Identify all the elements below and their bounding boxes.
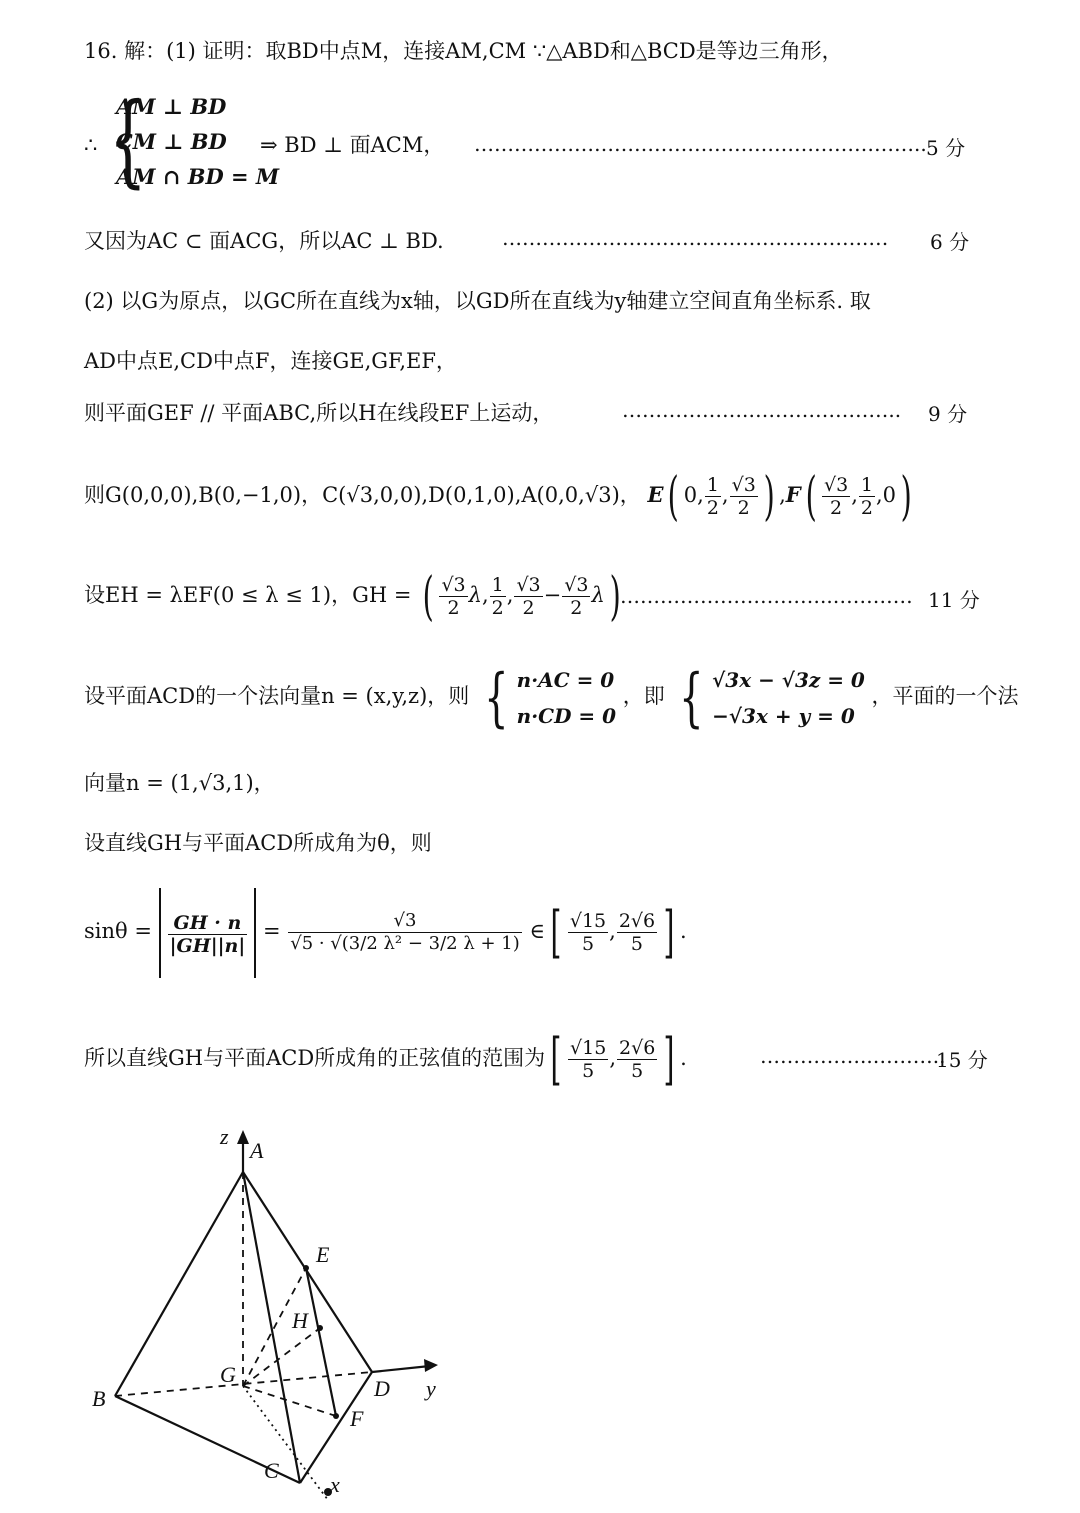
coord-E-label: E [647, 482, 664, 507]
y-axis [372, 1366, 430, 1372]
score-15: 15 分 [936, 1048, 988, 1072]
sin-formula: sinθ = $\frac{GH \cdot n}{|GH||n|}$ = $\frac{√3}{\text{√5 · √(3/2 λ² − 3/2 λ + 1)}}$ ∈[ $\frac{√15}{5}$ , $\frac{2√6}{5}$ ] . [84, 886, 687, 986]
dots-score15: ……………..……….. [760, 1044, 946, 1068]
coordinates-line: 则G(0,0,0),B(0,−1,0)，C(√3,0,0),D(0,1,0),A(0,0,√3)， E( 0, $\frac{1}{2}$ , $\frac{√3}{2}$ ) ,F( $\frac{√3}{2}$ , $\frac{1}{2}$ ,0) [84, 466, 912, 527]
sin-label: sinθ = [84, 919, 152, 943]
implication-text: ⇒ BD ⊥ 面ACM， [260, 133, 445, 157]
normal-sys1-line2: n·CD = 0 [516, 703, 617, 728]
dots-score5: ………………………………………………………….. [474, 132, 927, 156]
normal-sys2-line1: √3x − √3z = 0 [712, 667, 865, 692]
label-E: E [316, 1242, 330, 1267]
z-arrow-icon [237, 1130, 249, 1144]
ac-perp-bd-line: 又因为AC ⊂ 面ACG，所以AC ⊥ BD. [84, 229, 444, 253]
normal-text: 设平面ACD的一个法向量n = (x,y,z)，则 [84, 684, 470, 708]
edge-EF [306, 1268, 336, 1416]
therefore-symbol: ∴ [84, 133, 98, 157]
system-line-1: AM ⊥ BD [116, 94, 227, 119]
score-9: 9 分 [928, 402, 968, 426]
label-B: B [92, 1386, 106, 1411]
system-line-3: AM ∩ BD = M [116, 164, 280, 189]
solution-header: 16. 解：(1) 证明：取BD中点M，连接AM,CM ∵△ABD和△BCD是等边三角形， [84, 39, 843, 63]
y-arrow-icon [424, 1359, 438, 1372]
system-line-2: CM ⊥ BD [116, 129, 227, 154]
point-E [303, 1265, 309, 1271]
normal-sys1-line1: n·AC = 0 [516, 667, 615, 692]
normal-sys2-line2: −√3x + y = 0 [712, 703, 855, 728]
part2-line-a: (2) 以G为原点，以GC所在直线为x轴，以GD所在直线为y轴建立空间直角坐标系. 取 [84, 289, 871, 313]
sin-rhs-num: √3 [288, 910, 522, 933]
dots-score9: ……………….………………….. [622, 398, 902, 422]
normal-vector-value: 向量n = (1,√3,1)， [84, 771, 275, 795]
angle-line: 设直线GH与平面ACD所成角为θ，则 [84, 831, 432, 855]
label-F: F [350, 1406, 364, 1431]
sin-num: GH · n [168, 912, 248, 935]
label-x: x [330, 1472, 340, 1497]
eh-gh-line: 设EH = λEF(0 ≤ λ ≤ 1)，GH = ( $\frac{√3}{2}$ λ, $\frac{1}{2}$ , $\frac{√3}{2}$ − $\frac{√3}{2}$ λ) [84, 566, 621, 627]
label-G: G [220, 1362, 236, 1387]
dots-score6: ……………………………………………….… [502, 226, 889, 250]
coord-F-label: F [785, 482, 801, 507]
label-y: y [426, 1376, 436, 1401]
point-H [317, 1325, 323, 1331]
label-A: A [250, 1138, 264, 1163]
segment-GF-dashed [243, 1386, 336, 1416]
sin-rhs-den: √5 · √(3/2 λ² − 3/2 λ + 1) [290, 933, 520, 954]
sin-den: |GH||n| [169, 934, 246, 957]
left-brace-icon: { [108, 81, 147, 198]
conclusion-line: 所以直线GH与平面ACD所成角的正弦值的范围为[ $\frac{√15}{5}$ , $\frac{2√6}{5}$ ] . [84, 1026, 687, 1092]
part2-line-c: 则平面GEF // 平面ABC,所以H在线段EF上运动， [84, 401, 554, 425]
label-C: C [264, 1458, 279, 1483]
point-F [333, 1413, 339, 1419]
eh-text: 设EH = λEF(0 ≤ λ ≤ 1)，GH = [84, 583, 412, 607]
label-z: z [220, 1124, 229, 1149]
score-11: 11 分 [928, 588, 980, 612]
dots-score11: …………………………..………… [620, 584, 913, 608]
label-D: D [374, 1376, 390, 1401]
part2-line-b: AD中点E,CD中点F，连接GE,GF,EF， [84, 349, 457, 373]
normal-ji: ，即 [622, 684, 665, 708]
normal-vector-line: 设平面ACD的一个法向量n = (x,y,z)，则 { n·AC = 0 n·CD = 0 ，即 { √3x − √3z = 0 −√3x + y = 0 ，平面的一个法 [84, 660, 1019, 735]
tetrahedron-diagram [60, 1100, 500, 1500]
normal-tail: ，平面的一个法 [871, 684, 1019, 708]
score-6: 6 分 [930, 230, 970, 254]
score-5: 5 分 [926, 136, 966, 160]
label-H: H [292, 1308, 308, 1333]
conclusion-text: 所以直线GH与平面ACD所成角的正弦值的范围为 [84, 1046, 546, 1070]
coords-prefix: 则G(0,0,0),B(0,−1,0)，C(√3,0,0),D(0,1,0),A(0,0,√3)， [84, 483, 641, 507]
